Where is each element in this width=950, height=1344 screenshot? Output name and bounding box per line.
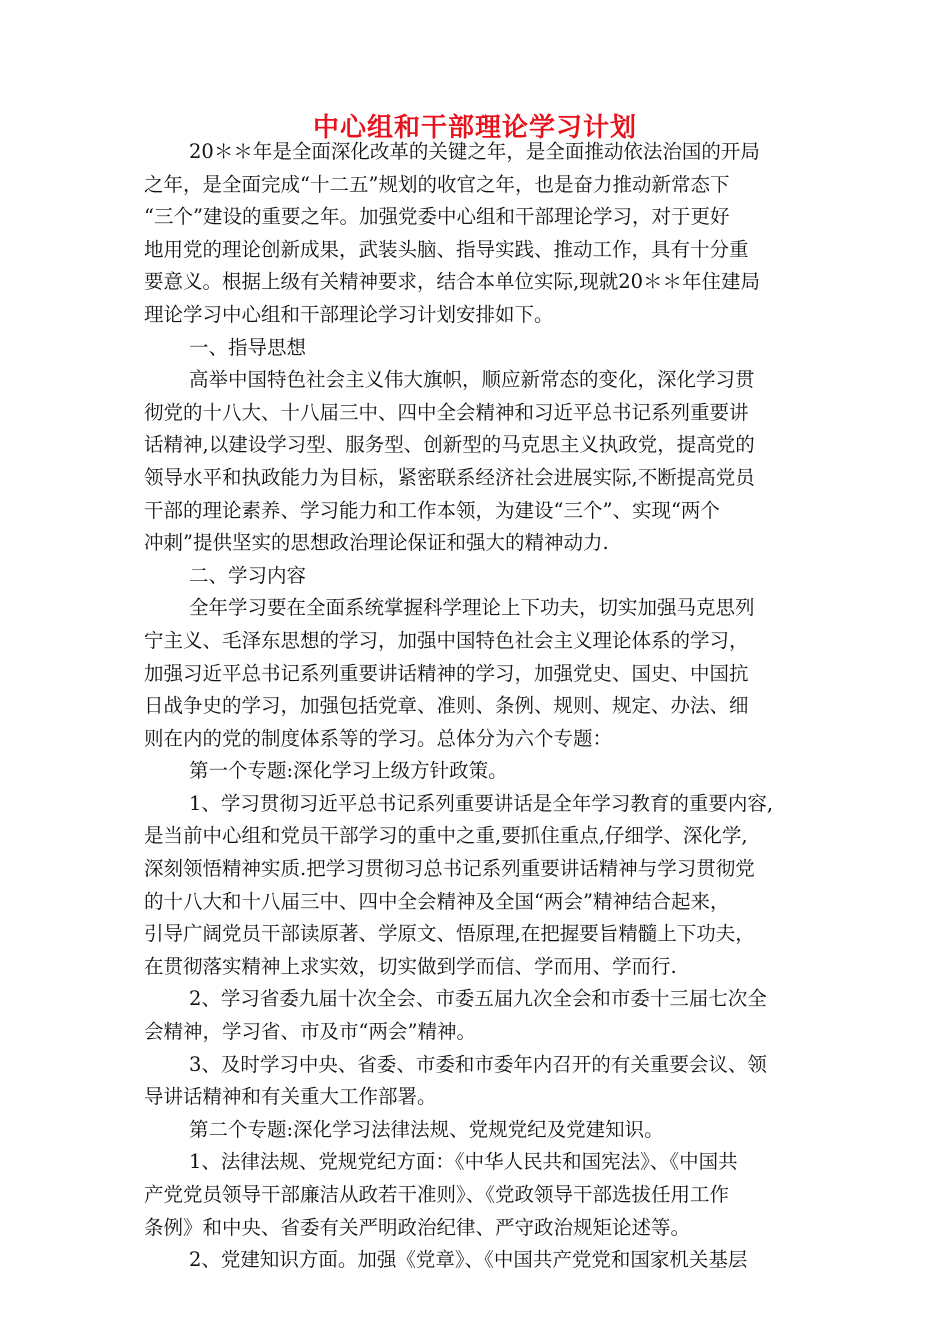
text-line: 20＊＊年是全面深化改革的关键之年，是全面推动依法治国的开局 bbox=[189, 140, 760, 163]
text-line: 条例》和中央、省委有关严明政治纪律、严守政治规矩论述等。 bbox=[144, 1215, 691, 1239]
text-line: 则在内的党的制度体系等的学习。总体分为六个专题： bbox=[144, 726, 613, 750]
text-line: 全年学习要在全面系统掌握科学理论上下功夫，切实加强马克思列 bbox=[189, 596, 755, 620]
text-line: 干部的理论素养、学习能力和工作本领，为建设“三个”、实现“两个 bbox=[144, 498, 720, 522]
text-line: 之年，是全面完成“十二五”规划的收官之年，也是奋力推动新常态下 bbox=[144, 172, 730, 196]
text-line: 产党党员领导干部廉洁从政若干准则》、《党政领导干部选拔任用工作 bbox=[144, 1183, 730, 1206]
text-line: 1、法律法规、党规党纪方面：《中华人民共和国宪法》、《中国共 bbox=[189, 1150, 738, 1174]
document-body bbox=[144, 136, 824, 1277]
text-line: 彻党的十八大、十八届三中、四中全会精神和习近平总书记系列重要讲 bbox=[144, 400, 749, 424]
text-line: 话精神,以建设学习型、服务型、创新型的马克思主义执政党，提高党的 bbox=[144, 433, 755, 457]
text-line: 引导广阔党员干部读原著、学原文、悟原理,在把握要旨精髓上下功夫， bbox=[144, 922, 755, 946]
text-line: 3、及时学习中央、省委、市委和市委年内召开的有关重要会议、领 bbox=[189, 1052, 767, 1076]
text-line: 第二个专题:深化学习法律法规、党规党纪及党建知识。 bbox=[189, 1117, 664, 1141]
text-line: 理论学习中心组和干部理论学习计划安排如下。 bbox=[144, 302, 554, 326]
text-line: 是当前中心组和党员干部学习的重中之重,要抓住重点,仔细学、深化学, bbox=[144, 824, 748, 848]
text-line: 1、学习贯彻习近平总书记系列重要讲话是全年学习教育的重要内容, bbox=[189, 791, 774, 815]
text-line: 2、学习省委九届十次全会、市委五届九次全会和市委十三届七次全 bbox=[189, 987, 767, 1011]
text-line: 会精神，学习省、市及市“两会”精神。 bbox=[144, 1020, 476, 1044]
text-line: 导讲话精神和有关重大工作部署。 bbox=[144, 1085, 437, 1109]
text-line: 二、学习内容 bbox=[189, 563, 307, 587]
text-line: 冲刺”提供坚实的思想政治理论保证和强大的精神动力. bbox=[144, 531, 609, 555]
text-line: 在贯彻落实精神上求实效，切实做到学而信、学而用、学而行. bbox=[144, 954, 677, 978]
text-line: 深刻领悟精神实质.把学习贯彻习总书记系列重要讲话精神与学习贯彻党 bbox=[144, 857, 755, 881]
text-line: 高举中国特色社会主义伟大旗帜，顺应新常态的变化，深化学习贯 bbox=[189, 368, 755, 392]
text-line: 领导水平和执政能力为目标，紧密联系经济社会进展实际,不断提高党员 bbox=[144, 465, 755, 489]
text-line: 日战争史的学习，加强包括党章、准则、条例、规则、规定、办法、细 bbox=[144, 694, 749, 718]
text-line: 宁主义、毛泽东思想的学习，加强中国特色社会主义理论体系的学习， bbox=[144, 628, 749, 652]
document-title: 中心组和干部理论学习计划 bbox=[312, 113, 637, 143]
text-line: 2、党建知识方面。加强《党章》、《中国共产党党和国家机关基层 bbox=[189, 1248, 748, 1272]
text-line: 一、指导思想 bbox=[189, 335, 307, 359]
text-line: 加强习近平总书记系列重要讲话精神的学习，加强党史、国史、中国抗 bbox=[144, 661, 749, 685]
text-line: 地用党的理论创新成果，武装头脑、指导实践、推动工作，具有十分重 bbox=[144, 237, 749, 261]
text-line: 第一个专题:深化学习上级方针政策。 bbox=[189, 759, 508, 783]
text-line: “三个”建设的重要之年。加强党委中心组和干部理论学习，对于更好 bbox=[144, 205, 730, 229]
text-line: 要意义。根据上级有关精神要求，结合本单位实际,现就20＊＊年住建局 bbox=[144, 270, 761, 294]
text-line: 的十八大和十八届三中、四中全会精神及全国“两会”精神结合起来， bbox=[144, 889, 730, 913]
